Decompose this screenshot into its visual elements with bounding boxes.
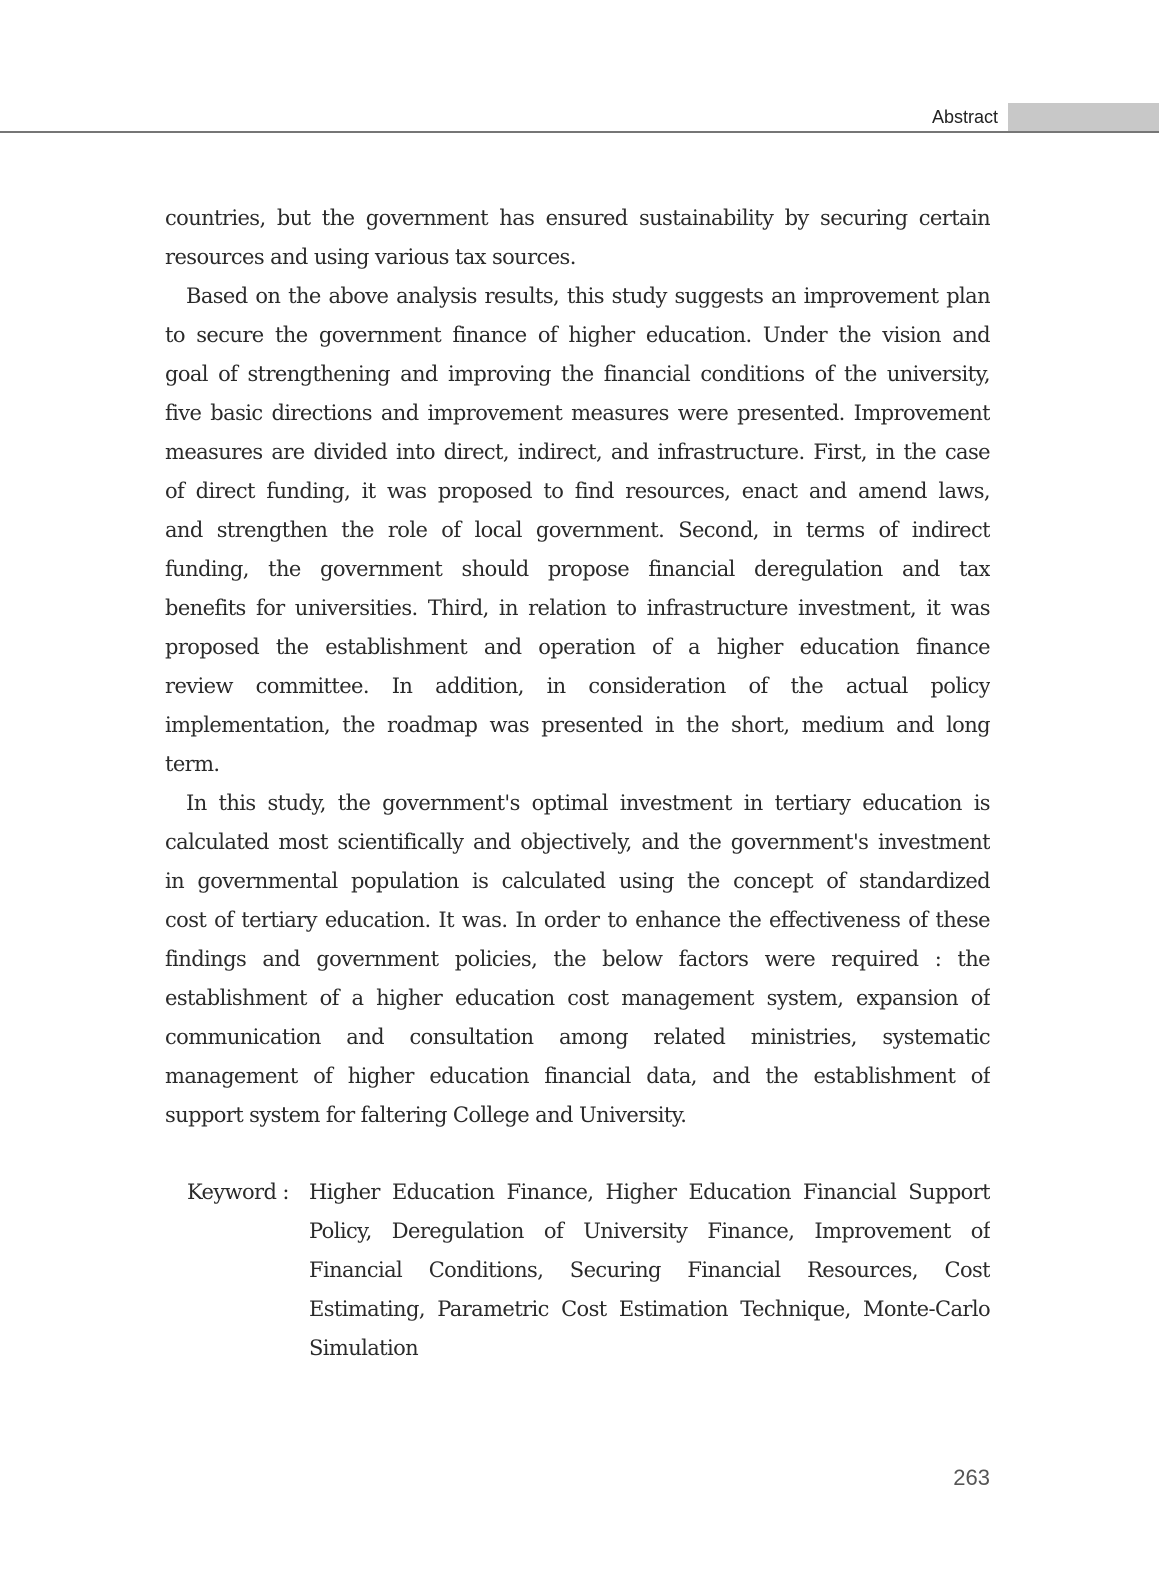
keyword-line: Financial Conditions, Securing Financial Resources, Cost (309, 1258, 990, 1282)
text-line: countries, but the government has ensured sustainability by securing certain (165, 206, 990, 230)
paragraph (165, 784, 990, 1135)
paragraph (165, 199, 990, 277)
keyword-list (309, 1173, 990, 1368)
paragraph (165, 277, 990, 784)
text-line: management of higher education financial data, and the establishment of (165, 1064, 990, 1088)
keyword-line: Simulation (309, 1336, 419, 1360)
text-line: communication and consultation among related ministries, systematic (165, 1025, 990, 1049)
text-line: proposed the establishment and operation of a higher education finance (165, 635, 990, 659)
keyword-line: Higher Education Finance, Higher Education Financial Support (309, 1180, 990, 1204)
text-line: to secure the government finance of higher education. Under the vision and (165, 323, 990, 347)
section-title: Abstract (931, 107, 998, 127)
abstract-body (165, 199, 990, 1135)
text-line: resources and using various tax sources. (165, 245, 576, 269)
text-line: and strengthen the role of local government. Second, in terms of indirect (165, 518, 990, 542)
text-line: of direct funding, it was proposed to find resources, enact and amend laws, (165, 479, 990, 503)
text-line: review committee. In addition, in consideration of the actual policy (165, 674, 990, 698)
text-line: In this study, the government's optimal investment in tertiary education is (186, 791, 990, 815)
text-line: findings and government policies, the below factors were required : the (165, 947, 990, 971)
text-line: Based on the above analysis results, this study suggests an improvement plan (186, 284, 990, 308)
header-rule (0, 131, 1159, 133)
text-line: five basic directions and improvement measures were presented. Improvement (165, 401, 990, 425)
header-tab (1008, 103, 1159, 131)
keyword-label: Keyword : (187, 1180, 289, 1204)
text-line: measures are divided into direct, indirect, and infrastructure. First, in the case (165, 440, 990, 464)
keyword-line: Estimating, Parametric Cost Estimation Technique, Monte-Carlo (309, 1297, 990, 1321)
text-line: cost of tertiary education. It was. In order to enhance the effectiveness of these (165, 908, 990, 932)
text-line: support system for faltering College and University. (165, 1103, 687, 1127)
text-line: implementation, the roadmap was presented in the short, medium and long (165, 713, 990, 737)
text-line: benefits for universities. Third, in relation to infrastructure investment, it was (165, 596, 990, 620)
keyword-line: Policy, Deregulation of University Finance, Improvement of (309, 1219, 990, 1243)
text-line: goal of strengthening and improving the financial conditions of the university, (165, 362, 990, 386)
text-line: establishment of a higher education cost management system, expansion of (165, 986, 990, 1010)
text-line: calculated most scientifically and objectively, and the government's investment (165, 830, 990, 854)
text-line: in governmental population is calculated using the concept of standardized (165, 869, 990, 893)
text-line: funding, the government should propose financial deregulation and tax (165, 557, 990, 581)
text-line: term. (165, 752, 220, 776)
page-number: 263 (953, 1465, 990, 1490)
